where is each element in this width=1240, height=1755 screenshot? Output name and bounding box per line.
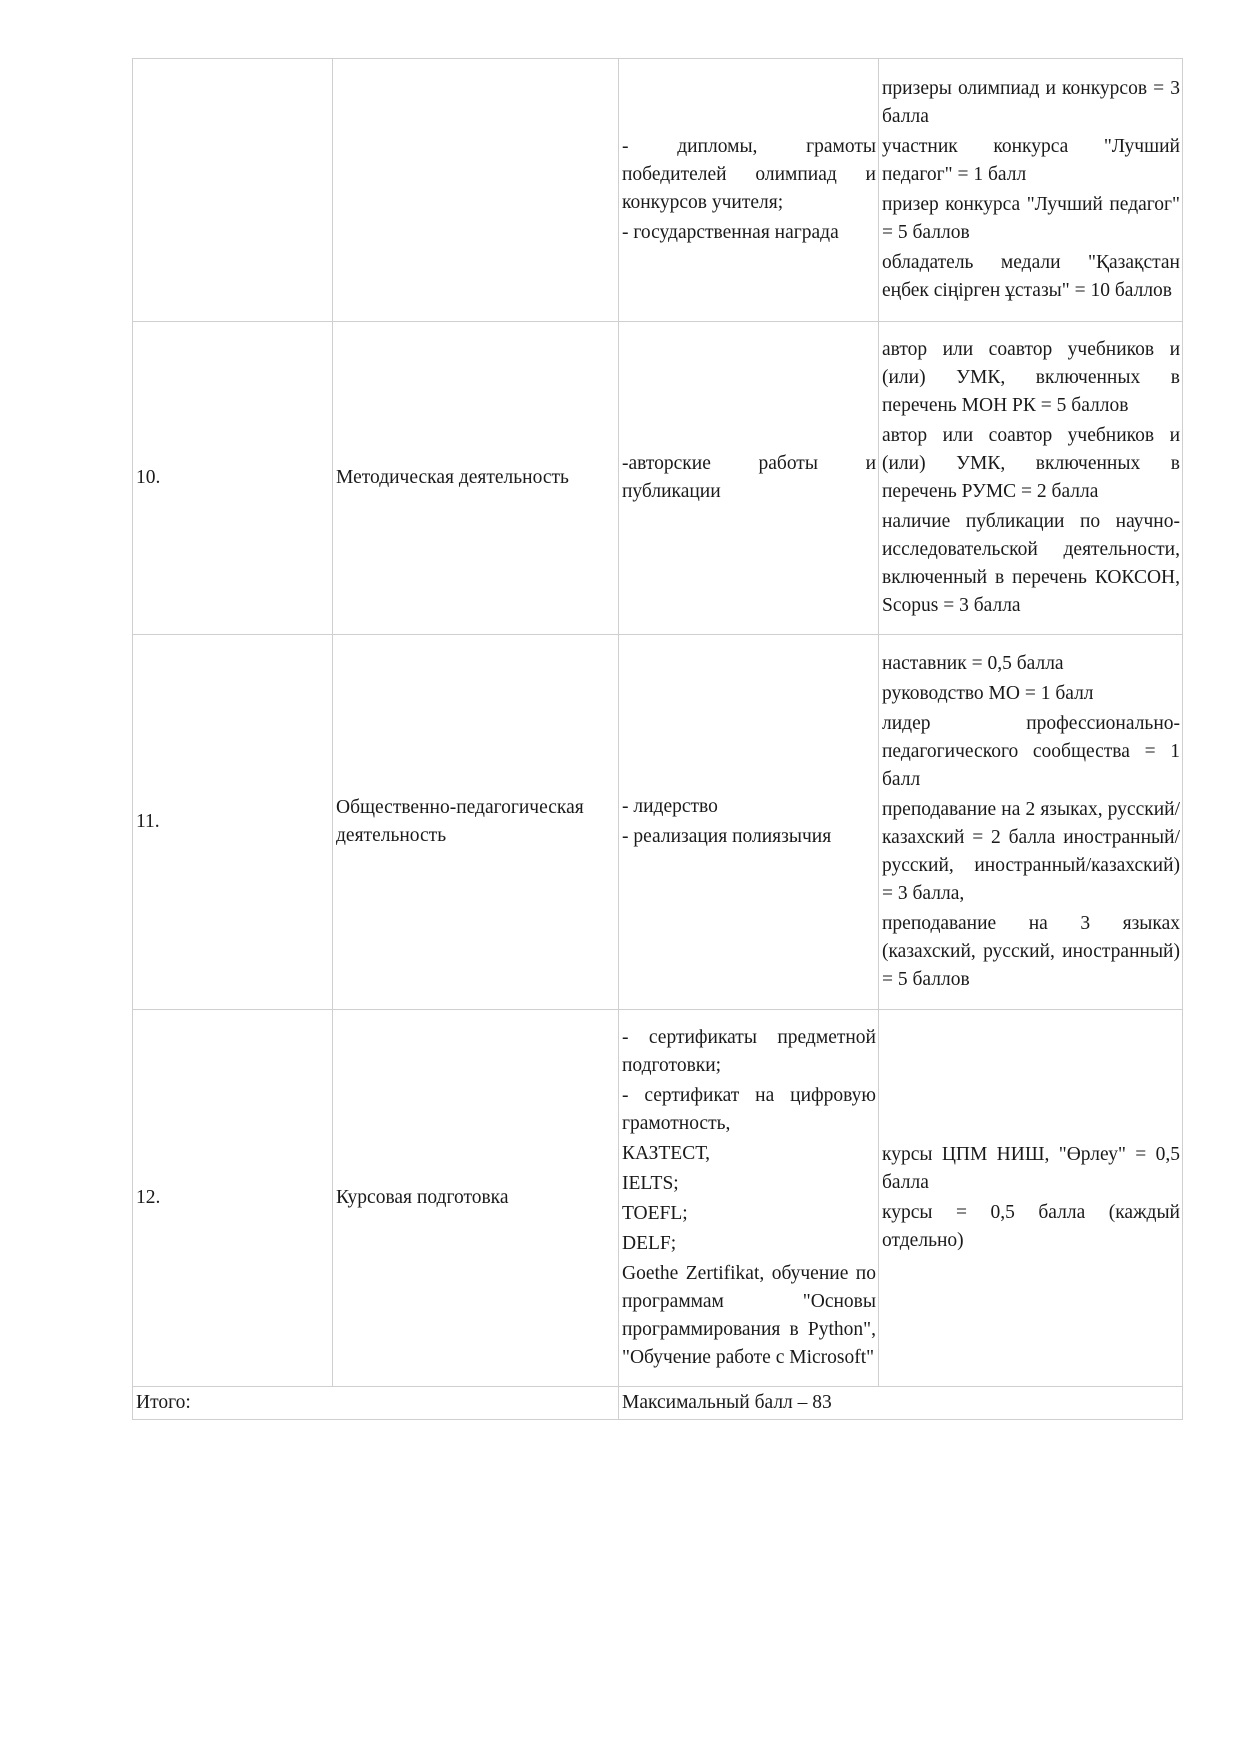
score-text: призеры олимпиад и конкурсов = 3 балла <box>882 78 1180 127</box>
row-number-cell: 12. <box>133 1010 333 1387</box>
indicator-text: - сертификат на цифровую грамотность, <box>622 1085 876 1134</box>
criterion-name-cell: Общественно-педагогическая деятельность <box>333 635 619 1010</box>
criterion-name-cell: Курсовая подготовка <box>333 1010 619 1387</box>
score-text: курсы = 0,5 балла (каждый отдельно) <box>882 1202 1180 1251</box>
scores-cell <box>879 322 1183 635</box>
total-value: Максимальный балл – 83 <box>619 1387 1183 1420</box>
score-text: обладатель медали "Қазақстан еңбек сіңірген ұстазы" = 10 баллов <box>882 252 1180 301</box>
row-number-cell: 10. <box>133 322 333 635</box>
total-row <box>133 1387 1183 1420</box>
indicator-text: КАЗТЕСТ, <box>622 1143 711 1164</box>
row-number-cell <box>133 59 333 322</box>
indicator-text: TOEFL; <box>622 1203 688 1224</box>
scores-cell <box>879 1010 1183 1387</box>
total-label: Итого: <box>133 1387 619 1420</box>
indicators-cell <box>619 1010 879 1387</box>
table-row <box>133 635 1183 1010</box>
indicators-cell <box>619 322 879 635</box>
indicator-text: Goethe Zertifikat, обучение по программам "Основы программирования в Python", "Обучение работе с Microsoft" <box>622 1263 876 1368</box>
indicators-cell <box>619 635 879 1010</box>
indicator-text: - реализация полиязычия <box>622 826 832 847</box>
table-row <box>133 1010 1183 1387</box>
row-number-cell: 11. <box>133 635 333 1010</box>
indicator-text: - государственная награда <box>622 222 839 243</box>
score-text: наличие публикации по научно-исследовательской деятельности, включенный в перечень КОКСОН, Scopus = 3 балла <box>882 511 1180 616</box>
indicator-text: - сертификаты предметной подготовки; <box>622 1027 876 1076</box>
score-text: наставник = 0,5 балла <box>882 653 1064 674</box>
score-text: курсы ЦПМ НИШ, "Өрлеу" = 0,5 балла <box>882 1144 1180 1193</box>
table-row <box>133 59 1183 322</box>
criterion-name-cell <box>333 59 619 322</box>
indicator-text: - дипломы, грамоты победителей олимпиад и конкурсов учителя; <box>622 136 876 213</box>
indicator-text: -авторские работы и публикации <box>622 453 876 502</box>
score-text: автор или соавтор учебников и (или) УМК, включенных в перечень МОН РК = 5 баллов <box>882 339 1180 416</box>
score-text: призер конкурса "Лучший педагог" = 5 баллов <box>882 194 1180 243</box>
score-text: руководство МО = 1 балл <box>882 683 1094 704</box>
score-text: автор или соавтор учебников и (или) УМК, включенных в перечень РУМС = 2 балла <box>882 425 1180 502</box>
indicator-text: DELF; <box>622 1233 677 1254</box>
scores-cell <box>879 635 1183 1010</box>
score-text: преподавание на 3 языках (казахский, русский, иностранный) = 5 баллов <box>882 913 1180 990</box>
scores-cell <box>879 59 1183 322</box>
criterion-name-cell: Методическая деятельность <box>333 322 619 635</box>
score-text: лидер профессионально-педагогического сообщества = 1 балл <box>882 713 1180 790</box>
table-row <box>133 322 1183 635</box>
indicator-text: - лидерство <box>622 796 718 817</box>
indicator-text: IELTS; <box>622 1173 679 1194</box>
score-text: участник конкурса "Лучший педагог" = 1 балл <box>882 136 1180 185</box>
criteria-table <box>132 58 1183 1420</box>
score-text: преподавание на 2 языках, русский/казахский = 2 балла иностранный/русский, иностранный/казахский) = 3 балла, <box>882 799 1180 904</box>
indicators-cell <box>619 59 879 322</box>
